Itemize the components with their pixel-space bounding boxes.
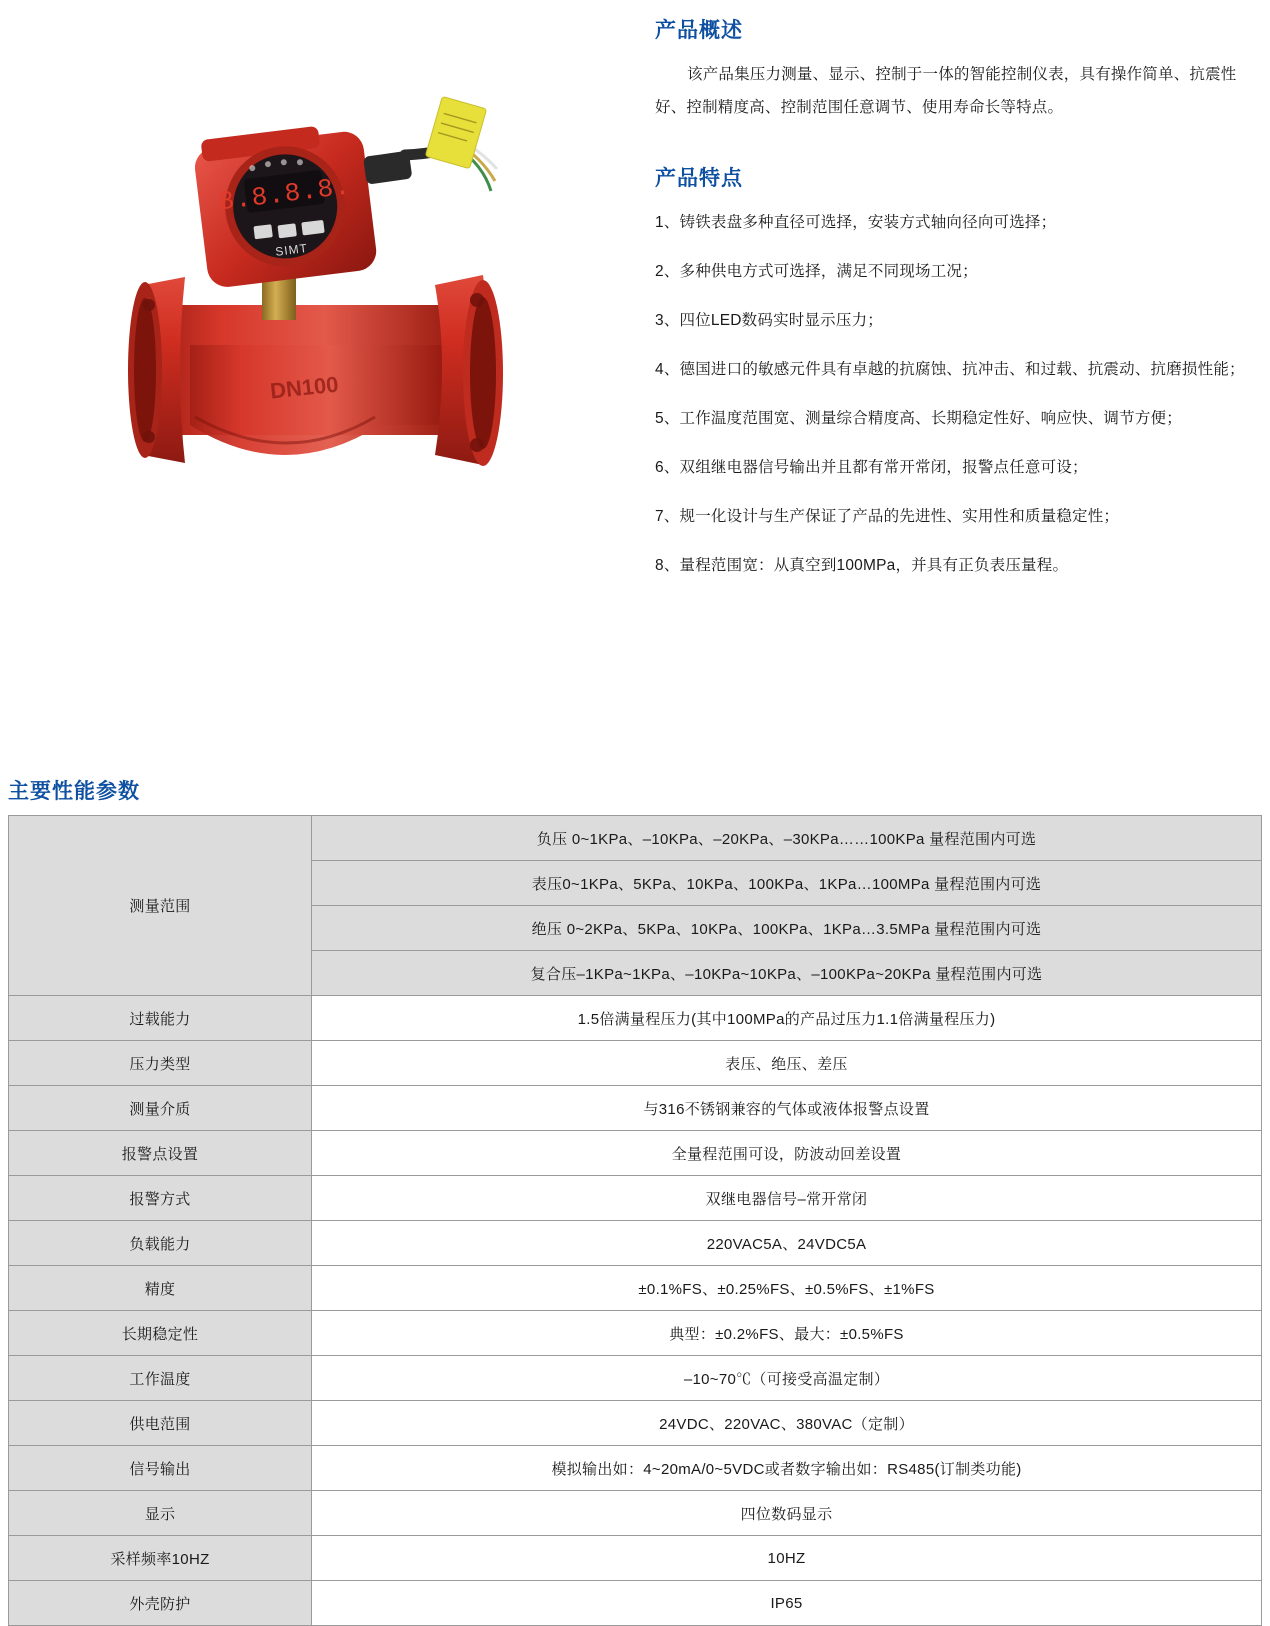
row-value: ±0.1%FS、±0.25%FS、±0.5%FS、±1%FS [312,1266,1262,1311]
svg-text:8.8.8.8.: 8.8.8.8. [216,171,353,218]
table-row [9,1536,1262,1581]
row-label: 信号输出 [9,1446,312,1491]
row-value: 表压、绝压、差压 [312,1041,1262,1086]
row-label: 过载能力 [9,996,312,1041]
row-value: IP65 [312,1581,1262,1626]
table-row [9,1311,1262,1356]
feature-item [655,353,1255,386]
row-value: 复合压–1KPa~1KPa、–10KPa~10KPa、–100KPa~20KPa 量程范围内可选 [312,951,1262,996]
row-label: 工作温度 [9,1356,312,1401]
table-row [9,1041,1262,1086]
feature-item [655,402,1255,435]
features-block [655,162,1255,582]
row-value: 绝压 0~2KPa、5KPa、10KPa、100KPa、1KPa…3.5MPa 量程范围内可选 [312,906,1262,951]
row-label: 压力类型 [9,1041,312,1086]
table-row [9,1266,1262,1311]
params-title: 主要性能参数 [8,780,140,803]
row-label: 显示 [9,1491,312,1536]
table-row [9,1356,1262,1401]
row-value: 10HZ [312,1536,1262,1581]
row-value: 全量程范围可设，防波动回差设置 [312,1131,1262,1176]
row-value: –10~70℃（可接受高温定制） [312,1356,1262,1401]
table-row [9,816,1262,861]
table-row [9,1221,1262,1266]
row-value: 典型：±0.2%FS、最大：±0.5%FS [312,1311,1262,1356]
feature-text: 5、工作温度范围宽、测量综合精度高、长期稳定性好、响应快、调节方便； [655,410,1182,427]
features-title: 产品特点 [655,167,743,190]
row-label: 报警点设置 [9,1131,312,1176]
table-row [9,1176,1262,1221]
row-value: 模拟输出如：4~20mA/0~5VDC或者数字输出如：RS485(订制类功能) [312,1446,1262,1491]
feature-item [655,255,1255,288]
row-value: 负压 0~1KPa、–10KPa、–20KPa、–30KPa……100KPa 量程范围内可选 [312,816,1262,861]
feature-text: 1、铸铁表盘多种直径可选择，安装方式轴向径向可选择； [655,214,1057,231]
feature-text: 2、多种供电方式可选择，满足不同现场工况； [655,263,978,280]
product-illustration [105,95,575,535]
table-row [9,1401,1262,1446]
svg-text:SIMT: SIMT [274,240,309,259]
feature-item [655,549,1255,582]
feature-item [655,500,1255,533]
text-column [655,14,1255,598]
top-section [0,0,1270,700]
table-row [9,1581,1262,1626]
row-label: 采样频率10HZ [9,1536,312,1581]
table-row [9,996,1262,1041]
row-value: 双继电器信号–常开常闭 [312,1176,1262,1221]
table-row [9,1446,1262,1491]
row-value: 24VDC、220VAC、380VAC（定制） [312,1401,1262,1446]
feature-text: 6、双组继电器信号输出并且都有常开常闭，报警点任意可设； [655,459,1088,476]
row-label-measure-range: 测量范围 [9,816,312,996]
row-value: 表压0~1KPa、5KPa、10KPa、100KPa、1KPa…100MPa 量程范围内可选 [312,861,1262,906]
feature-item [655,451,1255,484]
feature-text: 4、德国进口的敏感元件具有卓越的抗腐蚀、抗冲击、和过载、抗震动、抗磨损性能； [655,361,1245,378]
row-value: 220VAC5A、24VDC5A [312,1221,1262,1266]
feature-text: 3、四位LED数码实时显示压力； [655,312,883,329]
row-value: 四位数码显示 [312,1491,1262,1536]
product-image [105,95,575,535]
table-row [9,1491,1262,1536]
feature-text: 8、量程范围宽：从真空到100MPa，并具有正负表压量程。 [655,557,1069,574]
row-value: 与316不锈钢兼容的气体或液体报警点设置 [312,1086,1262,1131]
feature-item [655,304,1255,337]
row-label: 外壳防护 [9,1581,312,1626]
svg-text:DN100: DN100 [268,371,340,404]
row-label: 供电范围 [9,1401,312,1446]
overview-paragraph: 该产品集压力测量、显示、控制于一体的智能控制仪表，具有操作简单、抗震性好、控制精度高、控制范围任意调节、使用寿命长等特点。 [655,66,1237,116]
row-label: 测量介质 [9,1086,312,1131]
row-label: 报警方式 [9,1176,312,1221]
table-row [9,1131,1262,1176]
performance-parameters-table [8,815,1262,1626]
row-value: 1.5倍满量程压力(其中100MPa的产品过压力1.1倍满量程压力) [312,996,1262,1041]
row-label: 精度 [9,1266,312,1311]
feature-text: 7、规一化设计与生产保证了产品的先进性、实用性和质量稳定性； [655,508,1120,525]
row-label: 负载能力 [9,1221,312,1266]
feature-item [655,206,1255,239]
table-row [9,1086,1262,1131]
row-label: 长期稳定性 [9,1311,312,1356]
overview-title: 产品概述 [655,19,743,42]
